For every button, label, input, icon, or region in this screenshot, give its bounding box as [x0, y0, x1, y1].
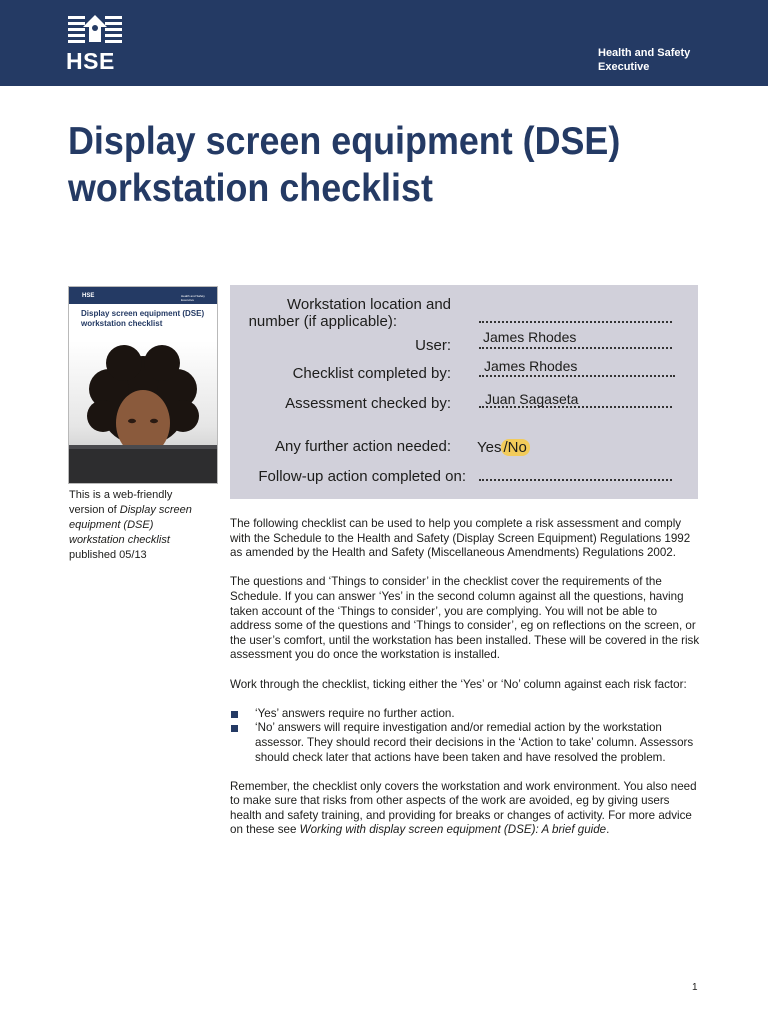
bullet-text-2: ‘No’ answers will require investigation and/or remedial action by the workstation assessor. They should record their decisions in the ‘Action to take’ column. Assessors should check later that actions have been taken and have resolved the problem. — [255, 721, 694, 764]
caption-text-2: published 05/13 — [69, 549, 147, 561]
thumbnail-title-line-2: workstation checklist — [81, 319, 163, 328]
completed-by-value: James Rhodes — [484, 358, 578, 374]
followup-field[interactable] — [479, 479, 672, 481]
paragraph-4-end: . — [606, 823, 610, 837]
location-label-line-1: Workstation location and — [287, 296, 451, 313]
user-label: User: — [415, 337, 451, 354]
square-bullet-icon — [231, 725, 238, 732]
list-item — [230, 721, 700, 765]
paragraph-3: Work through the checklist, ticking either the ‘Yes’ or ‘No’ column against each risk factor: — [230, 677, 687, 691]
checked-by-label: Assessment checked by: — [285, 395, 451, 412]
answer-guidance-list — [230, 707, 700, 765]
completed-by-field[interactable] — [479, 375, 675, 377]
followup-label: Follow-up action completed on: — [258, 468, 466, 485]
user-value: James Rhodes — [483, 329, 577, 345]
guide-title: Working with display screen equipment (DSE): A brief guide — [299, 823, 607, 837]
assessment-details-form — [230, 285, 698, 499]
caption-publication-title: Display screen equipment (DSE) workstation checklist — [69, 504, 192, 546]
location-label — [230, 296, 451, 330]
paragraph-4 — [230, 780, 700, 838]
square-bullet-icon — [231, 711, 238, 718]
page-title — [68, 118, 675, 212]
bullet-text-1: ‘Yes’ answers require no further action. — [255, 706, 455, 720]
checked-by-field[interactable] — [479, 406, 672, 408]
no-option-highlighted[interactable]: /No — [501, 439, 529, 456]
intro-text — [230, 517, 700, 853]
cover-photo — [69, 341, 217, 483]
thumbnail-agency: Health and Safety Executive — [181, 294, 205, 302]
user-field[interactable] — [479, 347, 672, 349]
agency-name — [598, 46, 690, 74]
further-action-label: Any further action needed: — [275, 438, 451, 455]
thumbnail-title — [81, 309, 211, 329]
checked-by-value: Juan Sagaseta — [485, 391, 579, 407]
header-bar — [0, 0, 768, 86]
agency-line-2: Executive — [598, 61, 650, 73]
title-line-1: Display screen equipment (DSE) — [68, 120, 621, 163]
yes-no-selector[interactable] — [477, 439, 530, 456]
caption-text-1: This is a web-friendly version of — [69, 489, 173, 516]
publication-cover-thumbnail — [68, 286, 218, 484]
hse-logo-text: HSE — [66, 48, 115, 74]
thumbnail-title-line-1: Display screen equipment (DSE) — [81, 309, 205, 318]
location-field[interactable] — [479, 321, 672, 323]
title-line-2: workstation checklist — [68, 167, 433, 210]
location-label-line-2: number (if applicable): — [248, 313, 397, 330]
paragraph-2: The questions and ‘Things to consider’ in the checklist cover the requirements of the Schedule. If you can answer ‘Yes’ in the second column against all the questions, having taken account of the ‘Things to consider’, you are complying. You will not be able to address some of the questions and ‘Things to consider’, eg on reflections on the screen, or the user’s comfort, until the workstation has been installed. These will be covered in the risk assessment you do once the workstation is installed. — [230, 575, 700, 662]
list-item — [230, 707, 700, 722]
web-version-caption — [69, 488, 209, 563]
agency-line-1: Health and Safety — [598, 47, 691, 59]
page-number: 1 — [692, 982, 698, 993]
paragraph-1: The following checklist can be used to help you complete a risk assessment and comply with the Schedule to the Health and Safety (Display Screen Equipment) Regulations 1992 as amended by the Health and Safety (Miscellaneous Amendments) Regulations 2002. — [230, 517, 691, 560]
yes-option[interactable]: Yes — [477, 439, 502, 456]
thumbnail-logo: HSE — [82, 293, 95, 299]
completed-by-label: Checklist completed by: — [292, 365, 451, 382]
paragraph-4-text: Remember, the checklist only covers the workstation and work environment. You also need to make sure that risks from other aspects of the work are avoided, eg by giving users health and safety training, and providing for breaks or changes of activity. For more advice on these see — [230, 779, 697, 837]
